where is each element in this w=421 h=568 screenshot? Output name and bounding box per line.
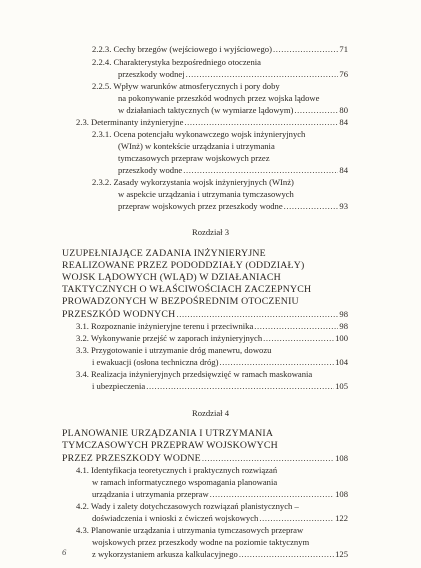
toc-entry-text: 3.2. Wykonywanie przejść w zaporach inżynieryjnych — [76, 333, 263, 343]
toc-entry-2-2-4-line1: 2.2.4. Charakterystyka bezpośredniego otoczenia — [92, 57, 261, 67]
toc-entry-3-4 — [92, 381, 348, 391]
toc-entry-page: 105 — [335, 381, 348, 391]
toc-entry-page: 108 — [335, 489, 348, 499]
toc-entry-page: 125 — [335, 549, 348, 559]
toc-entry-page: 84 — [339, 165, 348, 175]
toc-entry-text: i ubezpieczenia — [92, 381, 146, 391]
toc-entry-4-2-line1: 4.2. Wady i zalety dotychczasowych rozwiązań planistycznych – — [76, 501, 299, 511]
toc-entry-chapter-3 — [62, 309, 348, 320]
toc-entry-4-3-line2: wojskowych przez przeszkody wodne na poziomie taktycznym — [92, 537, 310, 547]
toc-entry-4-3 — [92, 549, 348, 559]
toc-entry-2-2-5-line1: 2.2.5. Wpływ warunków atmosferycznych i pory doby — [92, 81, 280, 91]
chapter-3-title-line3: WOJSK LĄDOWYCH (WLĄD) W DZIAŁANIACH — [62, 272, 281, 283]
toc-entry-2-3-2-line1: 2.3.2. Zasady wykorzystania wojsk inżynieryjnych (WInż) — [92, 177, 294, 187]
toc-entry-page: 98 — [339, 321, 348, 331]
toc-entry-page: 84 — [339, 117, 348, 127]
toc-entry-text: PRZEZ PRZESZKODY WODNE — [62, 453, 201, 464]
chapter-3-heading: Rozdział 3 — [192, 227, 229, 237]
chapter-4-title-line2: TYMCZASOWYCH PRZEPRAW WOJSKOWYCH — [62, 440, 278, 451]
chapter-4-heading: Rozdział 4 — [192, 408, 229, 418]
toc-entry-page: 76 — [339, 69, 348, 79]
toc-entry-page: 122 — [335, 513, 348, 523]
toc-entry-3-2 — [76, 333, 348, 343]
toc-entry-text: z wykorzystaniem arkusza kalkulacyjnego — [92, 549, 238, 559]
toc-entry-text: i ewakuacji (osłona techniczna dróg) — [92, 357, 219, 367]
toc-entry-2-2-3 — [92, 44, 348, 54]
toc-entry-4-1 — [92, 489, 348, 499]
toc-entry-3-3-line1: 3.3. Przygotowanie i utrzymanie dróg manewru, dowozu — [76, 345, 272, 355]
toc-entry-3-3 — [92, 357, 348, 367]
toc-entry-text: w działaniach taktycznych (w wymiarze lądowym) — [118, 105, 294, 115]
chapter-4-title-line1: PLANOWANIE URZĄDZANIA I UTRZYMANIA — [62, 428, 274, 439]
toc-entry-page: 100 — [335, 333, 348, 343]
toc-entry-text: urządzania i utrzymania przepraw — [92, 489, 209, 499]
toc-entry-text: 3.1. Rozpoznanie inżynieryjne terenu i przeciwnika — [76, 321, 254, 331]
toc-entry-page: 71 — [339, 44, 348, 54]
toc-entry-4-2 — [92, 513, 348, 523]
toc-entry-4-1-line1: 4.1. Identyfikacja teoretycznych i praktycznych rozwiązań — [76, 465, 278, 475]
chapter-3-title-line4: TAKTYCZNYCH O WŁAŚCIWOŚCIACH ZACZEPNYCH — [62, 284, 312, 295]
toc-entry-2-3 — [76, 117, 348, 127]
toc-entry-2-2-5 — [118, 105, 348, 115]
toc-entry-4-3-line1: 4.3. Planowanie urządzania i utrzymania tymczasowych przepraw — [76, 525, 304, 535]
toc-entry-2-3-1 — [118, 165, 348, 175]
toc-entry-text: 2.3. Determinanty inżynieryjne — [76, 117, 184, 127]
toc-entry-text: przepraw wojskowych przez przeszkody wodne — [118, 201, 283, 211]
toc-entry-2-3-1-line3: tymczasowych przepraw wojskowych przez — [118, 153, 270, 163]
toc-entry-page: 104 — [335, 357, 348, 367]
toc-entry-2-2-4 — [118, 69, 348, 79]
toc-entry-chapter-4 — [62, 453, 348, 464]
toc-entry-2-3-1-line2: (WInż) w kontekście urządzania i utrzymania — [118, 141, 275, 151]
toc-entry-page: 98 — [339, 309, 348, 319]
toc-entry-page: 80 — [339, 105, 348, 115]
toc-entry-2-2-5-line2: na pokonywanie przeszkód wodnych przez wojska lądowe — [118, 93, 320, 103]
toc-entry-text: przeszkody wodne — [118, 165, 183, 175]
toc-entry-3-1 — [76, 321, 348, 331]
toc-entry-2-3-1-line1: 2.3.1. Ocena potencjału wykonawczego wojsk inżynieryjnych — [92, 129, 306, 139]
toc-entry-2-3-2 — [118, 201, 348, 211]
toc-entry-text: przeszkody wodnej — [118, 69, 185, 79]
toc-entry-3-4-line1: 3.4. Realizacja inżynieryjnych przedsięwzięć w ramach maskowania — [76, 369, 313, 379]
toc-entry-2-3-2-line2: w aspekcie urządzania i utrzymania tymczasowych — [118, 189, 294, 199]
toc-entry-4-1-line2: w ramach informatycznego wspomagania planowania — [92, 477, 278, 487]
toc-entry-page: 108 — [335, 453, 348, 463]
toc-entry-page: 93 — [339, 201, 348, 211]
chapter-3-title-line1: UZUPEŁNIAJĄCE ZADANIA INŻYNIERYJNE — [62, 248, 266, 259]
toc-entry-text: PRZESZKÓD WODNYCH — [62, 309, 176, 320]
toc-entry-text: doświadczenia i wnioski z ćwiczeń wojskowych — [92, 513, 259, 523]
chapter-3-title-line2: REALIZOWANE PRZEZ PODODDZIAŁY (ODDZIAŁY) — [62, 260, 305, 271]
page-number: 6 — [62, 547, 67, 557]
toc-entry-text: 2.2.3. Cechy brzegów (wejściowego i wyjściowego) — [92, 44, 272, 54]
chapter-3-title-line5: PROWADZONYCH W BEZPOŚREDNIM OTOCZENIU — [62, 296, 299, 307]
